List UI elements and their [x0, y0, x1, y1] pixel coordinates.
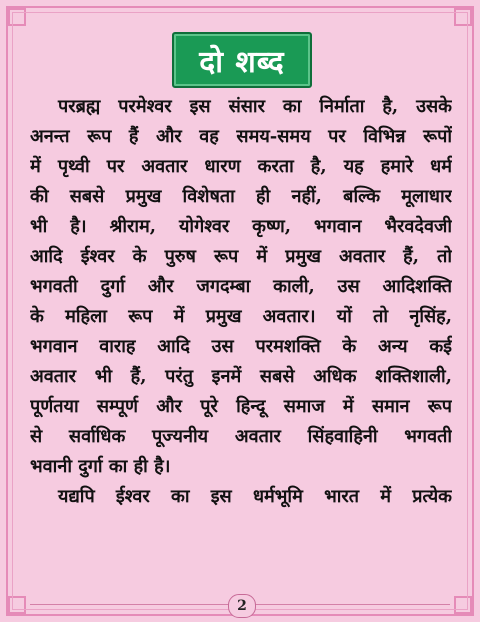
text-line: परब्रह्म परमेश्वर इस संसार का निर्माता है, उसके — [58, 96, 452, 117]
text-line: भगवान वाराह आदि उस परमशक्ति के अन्य कई — [30, 336, 452, 357]
text-line: के महिला रूप में प्रमुख अवतार। यों तो नृसिंह, — [30, 306, 452, 327]
text-line: में पृथ्वी पर अवतार धारण करता है, यह हमारे धर्म — [30, 156, 452, 177]
text-line: पूर्णतया सम्पूर्ण और पूरे हिन्दू समाज में समान रूप — [30, 396, 452, 417]
text-line: से सर्वाधिक पूज्यनीय अवतार सिंहवाहिनी भगवती — [30, 426, 452, 447]
text-line: यद्यपि ईश्वर का इस धर्मभूमि भारत में प्रत्येक — [58, 486, 452, 507]
page-number: 2 — [228, 594, 256, 618]
text-line: आदि ईश्वर के पुरुष रूप में प्रमुख अवतार हैं, तो — [30, 246, 452, 267]
text-line: अनन्त रूप हैं और वह समय-समय पर विभिन्न रूपों — [30, 126, 452, 147]
page-title: दो शब्द — [172, 32, 312, 88]
text-line: भवानी दुर्गा का ही है। — [30, 456, 171, 477]
body-text — [30, 92, 452, 512]
text-line: भगवती दुर्गा और जगदम्बा काली, उस आदिशक्ति — [30, 276, 452, 297]
text-line: की सबसे प्रमुख विशेषता ही नहीं, बल्कि मूलाधार — [30, 186, 452, 207]
text-line: अवतार भी हैं, परंतु इनमें सबसे अधिक शक्तिशाली, — [30, 366, 452, 387]
text-line: भी है। श्रीराम, योगेश्वर कृष्ण, भगवान भैरवदेवजी — [30, 216, 452, 237]
